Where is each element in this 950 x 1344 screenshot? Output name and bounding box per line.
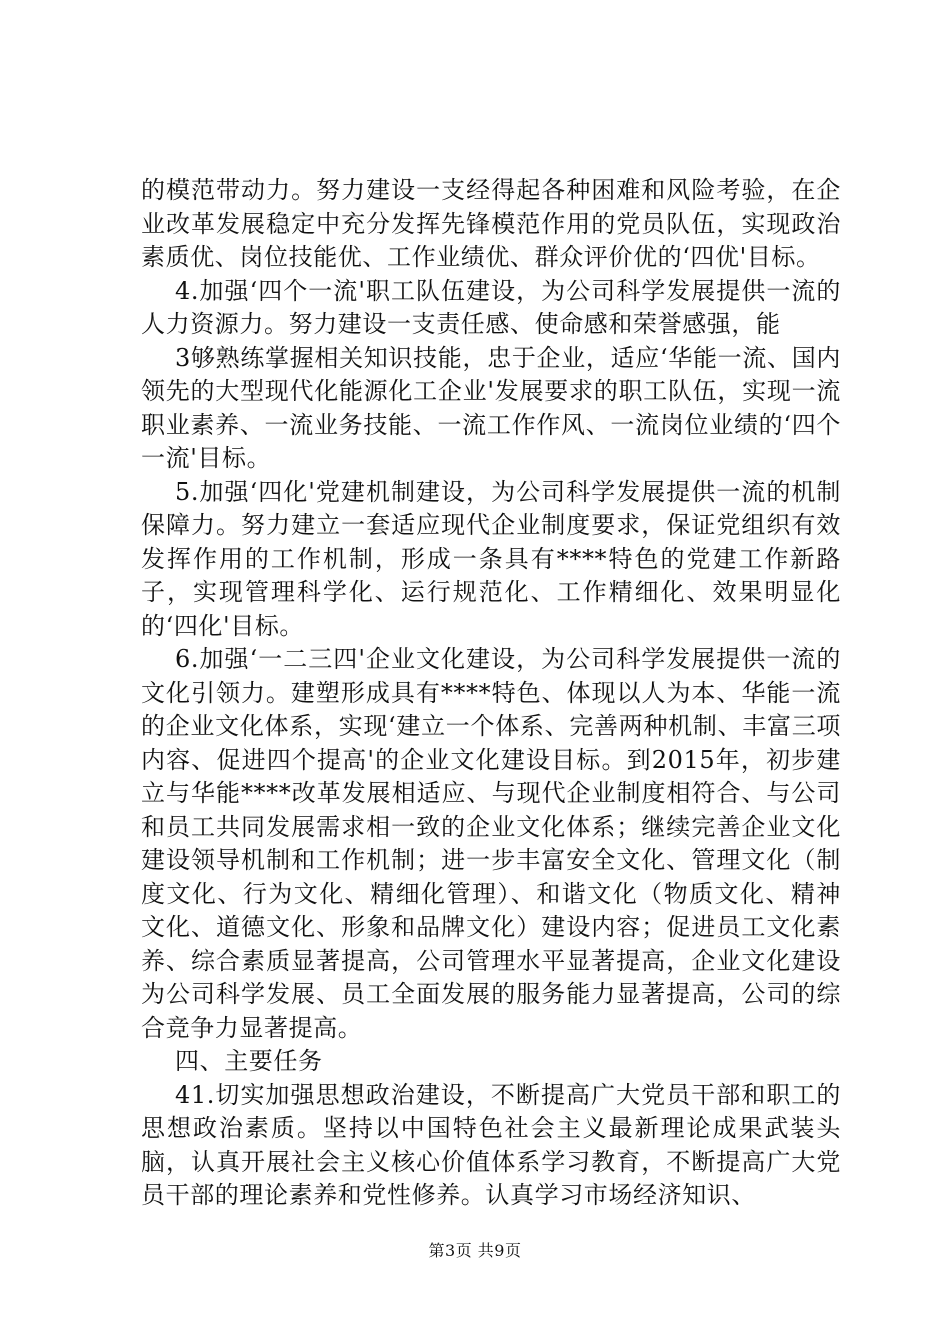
paragraph-item-4-continued: 3够熟练掌握相关知识技能，忠于企业，适应‘华能一流、国内领先的大型现代化能源化工企业'发展要求的职工队伍，实现一流职业素养、一流业务技能、一流工作作风、一流岗位业绩的‘四个一流'目标。: [141, 343, 841, 472]
section-heading-main-tasks: 四、主要任务: [175, 1047, 323, 1075]
paragraph-continuation: 的模范带动力。努力建设一支经得起各种困难和风险考验，在企业改革发展稳定中充分发挥先锋模范作用的党员队伍，实现政治素质优、岗位技能优、工作业绩优、群众评价优的‘四优'目标。: [141, 176, 841, 271]
paragraph-item-4: 4.加强‘四个一流'职工队伍建设，为公司科学发展提供一流的人力资源力。努力建设一支责任感、使命感和荣誉感强，能: [141, 276, 841, 338]
page-footer: 第3页 共9页: [428, 1241, 522, 1260]
paragraph-item-41: 41.切实加强思想政治建设，不断提高广大党员干部和职工的思想政治素质。坚持以中国特色社会主义最新理论成果武装头脑，认真开展社会主义核心价值体系学习教育，不断提高广大党员干部的理论素养和党性修养。认真学习市场经济知识、: [141, 1080, 841, 1209]
paragraph-item-5: 5.加强‘四化'党建机制建设，为公司科学发展提供一流的机制保障力。努力建立一套适应现代企业制度要求，保证党组织有效发挥作用的工作机制，形成一条具有****特色的党建工作新路子，实现管理科学化、运行规范化、工作精细化、效果明显化的‘四化'目标。: [141, 477, 841, 640]
document-body: [141, 174, 841, 1213]
paragraph-item-6: 6.加强‘一二三四'企业文化建设，为公司科学发展提供一流的文化引领力。建塑形成具有****特色、体现以人为本、华能一流的企业文化体系，实现‘建立一个体系、完善两种机制、丰富三项内容、促进四个提高'的企业文化建设目标。到2015年，初步建立与华能****改革发展相适应、与现代企业制度相符合、与公司和员工共同发展需求相一致的企业文化体系；继续完善企业文化建设领导机制和工作机制；进一步丰富安全文化、管理文化（制度文化、行为文化、精细化管理）、和谐文化（物质文化、精神文化、道德文化、形象和品牌文化）建设内容；促进员工文化素养、综合素质显著提高，公司管理水平显著提高，企业文化建设为公司科学发展、员工全面发展的服务能力显著提高，公司的综合竞争力显著提高。: [141, 645, 841, 1042]
